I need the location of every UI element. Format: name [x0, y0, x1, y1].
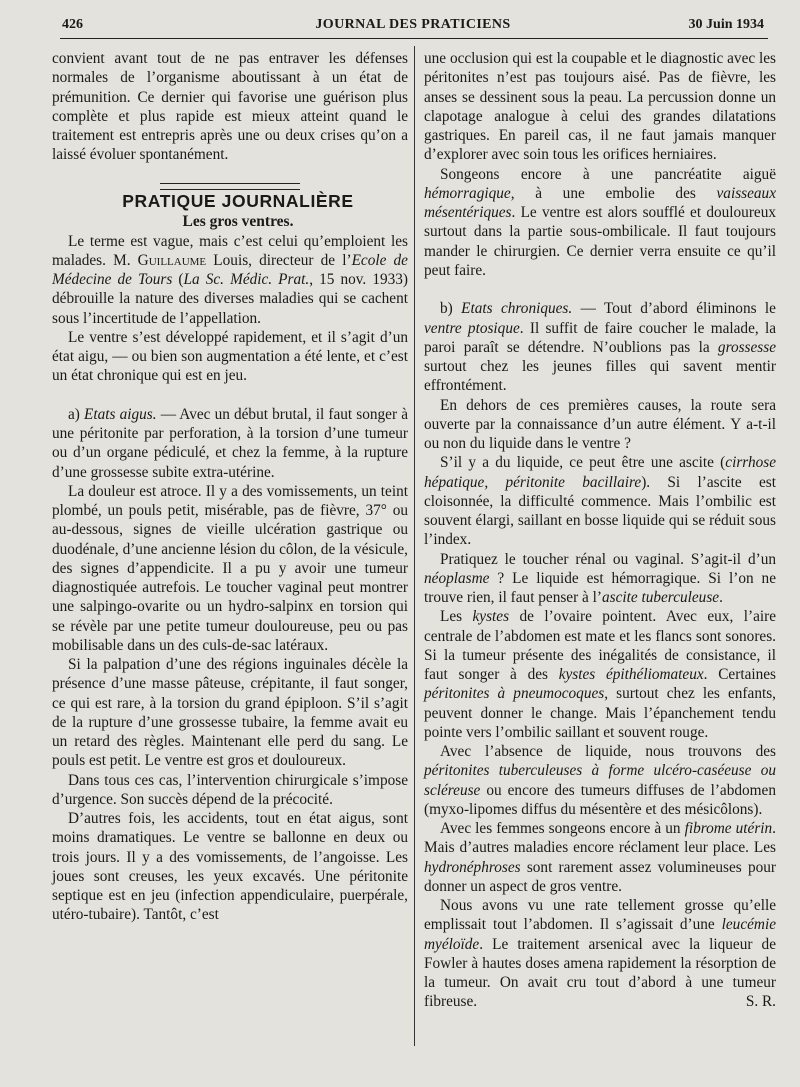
header-rule	[60, 38, 768, 39]
author-name: Guillaume	[137, 251, 207, 269]
issue-date: 30 Juin 1934	[688, 17, 764, 32]
paragraph: Songeons encore à une pancréatite aiguë hémorragique, à une embolie des vaisseaux mésentériques. Le ventre est alors soufflé et douloureux surtout dans la partie sous-ombilicale. Il faut toujours mander le chirurgien. Ce dernier verra ensuite ce qu’il peut faire.	[424, 165, 776, 279]
paragraph: Avec les femmes songeons encore à un fibrome utérin. Mais d’autres maladies encore réclament leur place. Les hydronéphroses sont rarement assez volumineuses pour donner un aspect de gros ventre.	[424, 820, 776, 895]
paragraph: La douleur est atroce. Il y a des vomissements, un teint plombé, un pouls petit, misérable, pas de fièvre, 37° ou au-dessous, signes de vieille ulcération gastrique ou duodénale, d’une ancienne lésion du côlon, de la vésicule, des signes d’appendicite. Il a pu y avoir une tumeur diagnostiquée autrefois. Le toucher vaginal peut montrer une salpingo-ovarite ou un hydro-salpinx en torsion qui se révèle par une petite tumeur douloureuse, peu ou pas mobilisable dans un des culs-de-sac latéraux.	[52, 482, 408, 654]
paragraph: Avec l’absence de liquide, nous trouvons des péritonites tuberculeuses à forme ulcéro-caséeuse ou scléreuse ou encore des tumeurs diffuses de l’abdomen (myxo-lipomes diffus du mésentère et des mésicôlons).	[424, 743, 776, 818]
paragraph: Pratiquez le toucher rénal ou vaginal. S’agit-il d’un néoplasme ? Le liquide est hémorragique. Si l’on ne trouve rien, il faut penser à l’ascite tuberculeuse.	[424, 550, 776, 606]
paragraph: a) Etats aigus. — Avec un début brutal, il faut songer à une péritonite par perforation, à la torsion d’une tumeur ou d’un organe pédiculé, et chez la femme, à la rupture d’une grossesse subite extra-utérine.	[52, 405, 408, 481]
journal-title: JOURNAL DES PRATICIENS	[315, 17, 511, 32]
spacer	[424, 280, 776, 299]
paragraph: Les kystes de l’ovaire pointent. Avec eux, l’aire centrale de l’abdomen est mate et les flancs sont sonores. Si la tumeur présente des inégalités de consistance, il faut songer à des kystes épithéliomateux. Certaines péritonites à pneumocoques, surtout chez les enfants, peuvent donner le change. Mais l’épanchement tendu pointe vers l’ombilic saillant et souvent rouge.	[424, 608, 777, 741]
paragraph: Dans tous ces cas, l’intervention chirurgicale s’impose d’urgence. Son succès dépend de la précocité.	[52, 771, 408, 808]
paragraph: une occlusion qui est la coupable et le diagnostic avec les péritonites n’est pas toujours aisé. Pas de fièvre, les anses se dessinent sous la peau. La percussion donne un clapotage analogue à celui des grandes dilatations gastriques. En pareil cas, il ne faut jamais manquer d’explorer avec soin tous les orifices herniaires.	[424, 50, 776, 164]
paragraph: Si la palpation d’une des régions inguinales décèle la présence d’une masse pâteuse, crépitante, il faut songer, ce qui est rare, à la torsion du grand épiploon. S’il s’agit de la rupture d’une grossesse tubaire, la femme avait eu un retard des règles. Maintenant elle perd du sang. Le pouls est petit. Le ventre est gros et douloureux.	[52, 656, 408, 770]
article-title: Les gros ventres.	[182, 212, 294, 230]
paragraph: Le ventre s’est développé rapidement, et il s’agit d’un état aigu, — ou bien son augmentation a été lente, et c’est un état chronique qui est en jeu.	[52, 328, 408, 385]
page-number: 426	[62, 17, 83, 32]
running-head	[62, 17, 764, 37]
subsection-heading: Etats chroniques.	[461, 300, 573, 318]
paragraph: S’il y a du liquide, ce peut être une ascite (cirrhose hépatique, péritonite bacillaire). Si l’ascite est cloisonnée, la difficulté commence. Mais l’ombilic est souvent élargi, saillant en bosse liquide qui se réduit sous l’index.	[424, 454, 776, 549]
paragraph: D’autres fois, les accidents, tout en état aigus, sont moins dramatiques. Le ventre se ballonne en deux ou trois jours. Il y a des vomissements, de l’angoisse. Les joues sont creuses, les yeux excavés. Une péritonite septique est en jeu (infection appendiculaire, puerpérale, utéro-tubaire). Tantôt, c’est	[52, 810, 408, 924]
right-column	[424, 49, 776, 1012]
paragraph: Nous avons vu une rate tellement grosse qu’elle emplissait tout l’abdomen. Il s’agissait d’une leucémie myéloïde. Le traitement arsenical avec la liqueur de Fowler à hautes doses amena rapidement la résorption de la tumeur. On avait cru tout d’abord à une tumeur fibreuse.	[424, 897, 776, 1011]
paragraph: b) Etats chroniques. — Tout d’abord éliminons le ventre ptosique. Il suffit de faire coucher le malade, la paroi paraît se détendre. N’oublions pas la grossesse surtout chez les jeunes filles qui savent mentir effrontément.	[424, 300, 776, 395]
section-title: PRATIQUE JOURNALIÈRE	[122, 190, 354, 211]
subsection-heading: Etats aigus.	[84, 405, 157, 423]
paragraph: En dehors de ces premières causes, la route sera ouverte par la connaissance d’un autre élément. Y a-t-il ou non du liquide dans le ventre ?	[424, 396, 776, 452]
intro-paragraph: convient avant tout de ne pas entraver les défenses normales de l’organisme aboutissant à un état de prémunition. Ce dernier qui favorise une guérison plus complète et plus rapide est mieux atteint quand le traitement est entrepris après une ou deux crises qu’on a laissé évoluer spontanément.	[52, 50, 408, 164]
left-column	[52, 49, 408, 925]
paragraph: Le terme est vague, mais c’est celui qu’emploient les malades. M. Guillaume Louis, directeur de l’Ecole de Médecine de Tours (La Sc. Médic. Prat., 15 nov. 1933) débrouille la nature des diverses maladies qui se cachent sous l’incertitude de l’appellation.	[52, 232, 409, 327]
signature: S. R.	[745, 993, 776, 1011]
column-divider	[414, 46, 415, 1046]
section-divider	[160, 183, 300, 190]
spacer	[52, 386, 408, 405]
